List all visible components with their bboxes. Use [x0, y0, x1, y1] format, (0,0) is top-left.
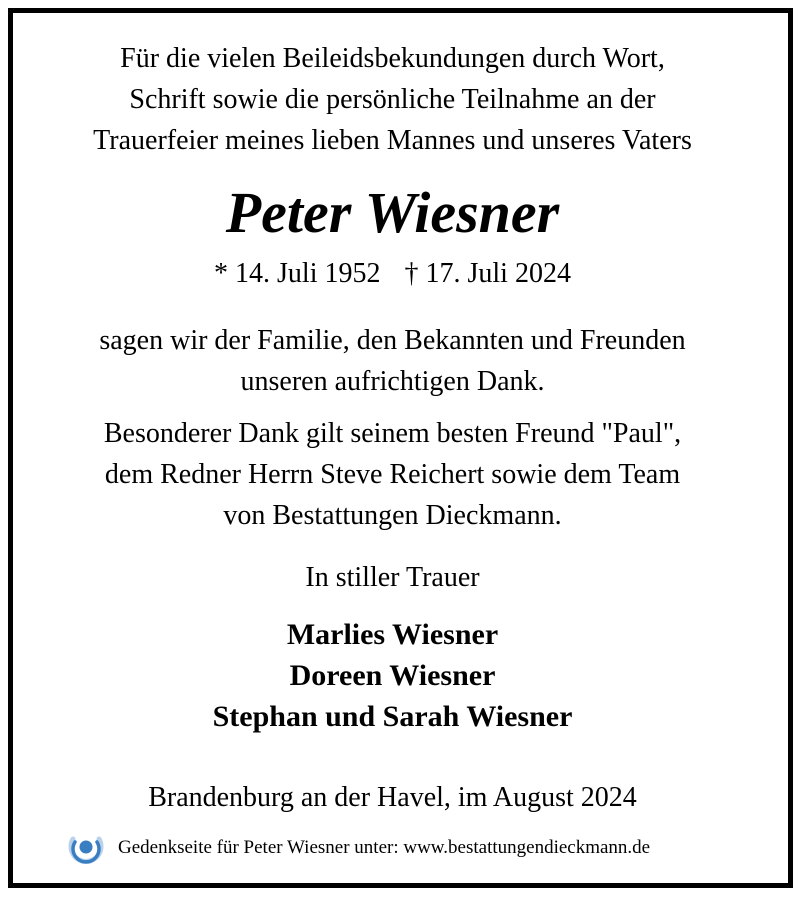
family-name: Stephan und Sarah Wiesner	[212, 700, 573, 733]
memorial-page-link-text[interactable]: Gedenkseite für Peter Wiesner unter: www.bestattungendieckmann.de	[118, 837, 651, 858]
death-date: † 17. Juli 2024	[404, 258, 571, 289]
special-thanks-text	[0, 413, 785, 536]
memorial-page-footer	[68, 828, 768, 868]
life-dates	[0, 256, 785, 292]
intro-text	[0, 38, 785, 161]
place-date: Brandenburg an der Havel, im August 2024	[148, 782, 637, 813]
family-name: Marlies Wiesner	[286, 618, 499, 651]
intro-line: Schrift sowie die persönliche Teilnahme an der	[129, 84, 656, 115]
intro-line: Für die vielen Beileidsbekundungen durch Wort,	[120, 43, 665, 74]
family-name: Doreen Wiesner	[289, 659, 496, 692]
thanks-line: sagen wir der Familie, den Bekannten und Freunden	[99, 325, 686, 356]
mourning-label: In stiller Trauer	[305, 562, 480, 593]
special-thanks-line: von Bestattungen Dieckmann.	[223, 500, 562, 531]
thanks-text	[0, 320, 785, 402]
special-thanks-line: Besonderer Dank gilt seinem besten Freund "Paul",	[103, 418, 682, 449]
intro-line: Trauerfeier meines lieben Mannes und unseres Vaters	[93, 125, 692, 156]
thanks-line: unseren aufrichtigen Dank.	[240, 366, 545, 397]
special-thanks-line: dem Redner Herrn Steve Reichert sowie dem Team	[104, 459, 681, 490]
family-names	[0, 614, 785, 737]
memorial-logo-icon	[68, 830, 104, 866]
deceased-name: Peter Wiesner	[225, 180, 560, 245]
birth-date: * 14. Juli 1952	[214, 258, 381, 289]
